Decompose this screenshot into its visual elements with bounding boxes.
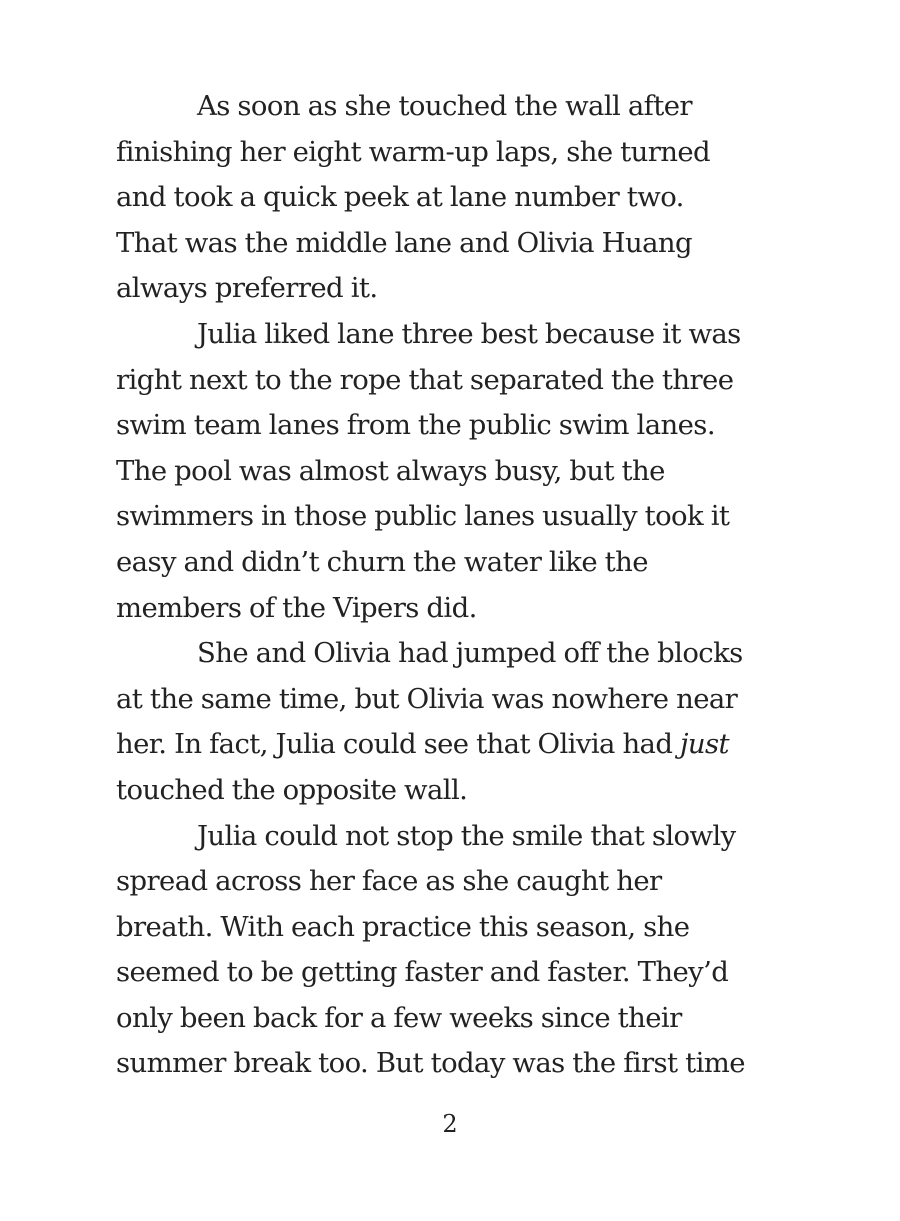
text-line: Julia liked lane three best because it was [197, 317, 741, 350]
paragraph-2 [116, 312, 796, 631]
text-line: The pool was almost always busy, but the [116, 454, 665, 487]
paragraph-1 [116, 84, 796, 312]
body-text [116, 84, 796, 1087]
emphasis-word: just [680, 728, 730, 761]
text-line: right next to the rope that separated the three [116, 363, 734, 396]
text-line: summer break too. But today was the first time [116, 1047, 745, 1080]
text-line: easy and didn’t churn the water like the [116, 545, 648, 578]
text-span: her. In fact, Julia could see that Olivia had [116, 728, 680, 761]
paragraph-3 [116, 631, 796, 813]
text-line: swimmers in those public lanes usually took it [116, 500, 730, 533]
text-line: touched the opposite wall. [116, 773, 468, 806]
text-line: only been back for a few weeks since their [116, 1001, 682, 1034]
text-line: She and Olivia had jumped off the blocks [197, 637, 743, 670]
text-line: spread across her face as she caught her [116, 865, 662, 898]
text-line: at the same time, but Olivia was nowhere near [116, 682, 738, 715]
text-line: and took a quick peek at lane number two. [116, 181, 684, 214]
page-number: 2 [442, 1110, 458, 1138]
text-line: breath. With each practice this season, she [116, 910, 690, 943]
text-line: That was the middle lane and Olivia Huang [116, 226, 692, 259]
text-line: members of the Vipers did. [116, 591, 477, 624]
text-line: swim team lanes from the public swim lanes. [116, 409, 715, 442]
text-line: As soon as she touched the wall after [197, 90, 692, 122]
paragraph-4 [116, 814, 796, 1088]
text-line: Julia could not stop the smile that slowly [197, 819, 736, 852]
text-line: finishing her eight warm-up laps, she turned [116, 135, 711, 168]
text-line: seemed to be getting faster and faster. They’d [116, 956, 729, 989]
text-line: always preferred it. [116, 272, 378, 305]
text-line-with-emphasis [116, 722, 796, 768]
